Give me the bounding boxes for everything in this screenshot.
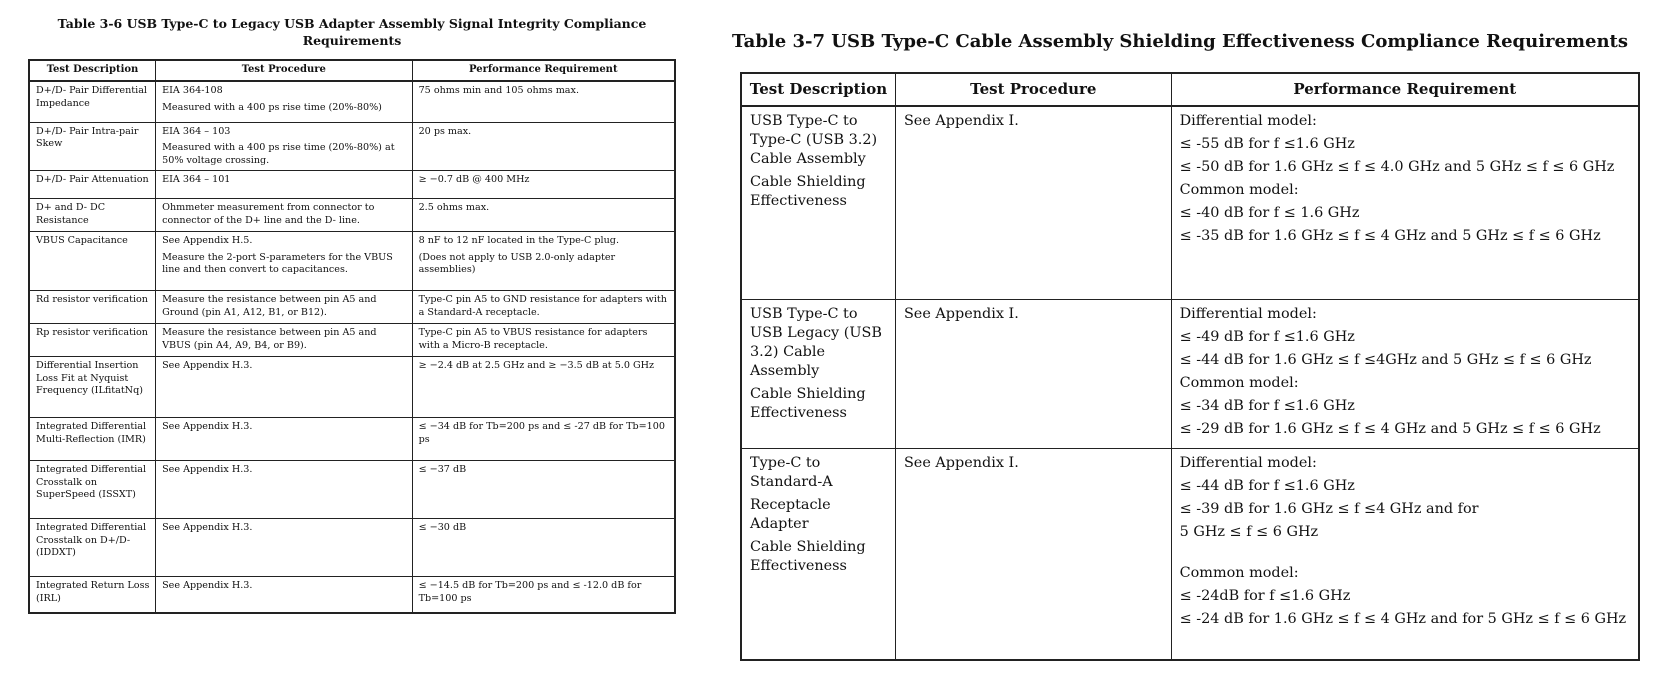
table-row	[29, 519, 675, 577]
cell-test-description: D+/D- Pair Differential Impedance	[29, 81, 156, 122]
requirement-line: 75 ohms min and 105 ohms max.	[418, 85, 579, 96]
description-line: Cable Shielding Effectiveness	[750, 538, 866, 574]
table-3-7-panel	[732, 0, 1640, 661]
cell-performance-requirement	[412, 291, 675, 324]
cell-test-procedure	[156, 577, 412, 613]
cell-test-description: Differential Insertion Loss Fit at Nyquist Frequency (ILfitatNq)	[29, 357, 156, 418]
table-row	[29, 81, 675, 122]
header-performance-requirement: Performance Requirement	[1171, 73, 1639, 106]
table-row	[741, 299, 1639, 448]
cell-performance-requirement	[412, 418, 675, 461]
cell-performance-requirement	[412, 357, 675, 418]
requirement-line: ≤ -44 dB for 1.6 GHz ≤ f ≤4GHz and 5 GHz ≤ f ≤ 6 GHz	[1179, 351, 1592, 368]
table-row	[29, 232, 675, 291]
table-row	[29, 324, 675, 357]
table-row	[29, 461, 675, 519]
description-line: Receptacle Adapter	[750, 496, 831, 532]
requirement-line: (Does not apply to USB 2.0-only adapter assemblies)	[418, 251, 616, 275]
requirement-line: ≤ -39 dB for 1.6 GHz ≤ f ≤4 GHz and for	[1179, 500, 1479, 517]
requirement-line: Type-C pin A5 to VBUS resistance for adapters with a Micro-B receptacle.	[418, 327, 648, 351]
cell-test-description	[741, 299, 895, 448]
requirement-line: Common model:	[1179, 374, 1299, 391]
cell-test-procedure	[156, 171, 412, 199]
requirement-line: ≤ −34 dB for Tb=200 ps and ≤ -27 dB for Tb=100 ps	[418, 421, 665, 445]
table-row	[29, 577, 675, 613]
table-row	[741, 448, 1639, 660]
cell-performance-requirement	[1171, 448, 1639, 660]
procedure-line: See Appendix H.3.	[162, 522, 253, 533]
cell-test-description: Rd resistor verification	[29, 291, 156, 324]
requirement-line: 5 GHz ≤ f ≤ 6 GHz	[1179, 523, 1319, 540]
table-row	[29, 199, 675, 232]
table-3-7-title: Table 3-7 USB Type-C Cable Assembly Shielding Effectiveness Compliance Requirements	[732, 31, 1629, 52]
header-test-procedure: Test Procedure	[156, 60, 412, 81]
cell-test-procedure: See Appendix I.	[895, 299, 1171, 448]
cell-performance-requirement	[412, 232, 675, 291]
requirement-line: Type-C pin A5 to GND resistance for adapters with a Standard-A receptacle.	[418, 294, 667, 318]
procedure-line: See Appendix H.3.	[162, 464, 253, 475]
procedure-line: Measure the resistance between pin A5 and VBUS (pin A4, A9, B4, or B9).	[162, 327, 377, 351]
description-line: Type-C to Standard-A	[750, 454, 833, 490]
procedure-line: EIA 364 – 103	[162, 125, 231, 137]
cell-test-description: D+/D- Pair Intra-pair Skew	[29, 122, 156, 171]
header-row	[29, 60, 675, 81]
table-row	[29, 291, 675, 324]
cell-test-description: D+ and D- DC Resistance	[29, 199, 156, 232]
requirement-line: ≤ -40 dB for f ≤ 1.6 GHz	[1179, 205, 1360, 221]
description-line: Cable Shielding Effectiveness	[750, 385, 866, 421]
cell-performance-requirement	[1171, 299, 1639, 448]
procedure-line: EIA 364 – 101	[162, 174, 231, 185]
cell-test-procedure: See Appendix I.	[895, 448, 1171, 660]
table-3-7-body	[741, 106, 1639, 660]
cell-performance-requirement	[412, 324, 675, 357]
table-row	[29, 122, 675, 171]
cell-test-description: Integrated Differential Crosstalk on D+/D- (IDDXT)	[29, 519, 156, 577]
cell-test-description: Rp resistor verification	[29, 324, 156, 357]
requirement-line: ≤ −14.5 dB for Tb=200 ps and ≤ -12.0 dB for Tb=100 ps	[418, 580, 642, 604]
cell-test-procedure: See Appendix I.	[895, 106, 1171, 299]
requirement-line: 2.5 ohms max.	[418, 202, 490, 213]
table-3-6-title: Table 3-6 USB Type-C to Legacy USB Adapter Assembly Signal Integrity Compliance Requirements	[57, 16, 647, 48]
procedure-line: Measured with a 400 ps rise time (20%-80%) at 50% voltage crossing.	[162, 142, 395, 166]
cell-test-description: Integrated Return Loss (IRL)	[29, 577, 156, 613]
procedure-line: See Appendix H.3.	[162, 580, 253, 591]
cell-test-procedure	[156, 291, 412, 324]
cell-test-description: Integrated Differential Multi-Reflection (IMR)	[29, 418, 156, 461]
cell-test-description: VBUS Capacitance	[29, 232, 156, 291]
requirement-line: ≤ -50 dB for 1.6 GHz ≤ f ≤ 4.0 GHz and 5 GHz ≤ f ≤ 6 GHz	[1179, 159, 1615, 175]
cell-performance-requirement	[412, 199, 675, 232]
requirement-line: Differential model:	[1179, 454, 1317, 471]
cell-test-procedure	[156, 519, 412, 577]
procedure-line: Measure the 2-port S-parameters for the VBUS line and then convert to capacitances.	[162, 251, 393, 275]
requirement-line: ≤ -55 dB for f ≤1.6 GHz	[1179, 136, 1355, 152]
procedure-line: Ohmmeter measurement from connector to connector of the D+ line and the D- line.	[162, 202, 375, 226]
requirement-line: ≤ -35 dB for 1.6 GHz ≤ f ≤ 4 GHz and 5 GHz ≤ f ≤ 6 GHz	[1179, 228, 1601, 244]
table-row	[29, 171, 675, 199]
cell-test-procedure	[156, 122, 412, 171]
requirement-line: ≤ -24dB for f ≤1.6 GHz	[1179, 587, 1351, 604]
requirement-line: Differential model:	[1179, 113, 1317, 129]
cell-test-description: Integrated Differential Crosstalk on SuperSpeed (ISSXT)	[29, 461, 156, 519]
requirement-line: 8 nF to 12 nF located in the Type-C plug.	[418, 235, 619, 246]
header-test-description: Test Description	[29, 60, 156, 81]
cell-test-description: D+/D- Pair Attenuation	[29, 171, 156, 199]
requirement-line: ≤ −37 dB	[418, 464, 467, 475]
table-row	[29, 357, 675, 418]
description-line: USB Type-C to USB Legacy (USB 3.2) Cable Assembly	[750, 305, 882, 379]
description-line: Cable Shielding Effectiveness	[750, 174, 866, 209]
header-test-description: Test Description	[741, 73, 895, 106]
header-performance-requirement: Performance Requirement	[412, 60, 675, 81]
requirement-line: ≤ −30 dB	[418, 522, 467, 533]
requirement-line: ≤ -44 dB for f ≤1.6 GHz	[1179, 477, 1355, 494]
header-test-procedure: Test Procedure	[895, 73, 1171, 106]
procedure-line: Measure the resistance between pin A5 and Ground (pin A1, A12, B1, or B12).	[162, 294, 377, 318]
description-line: USB Type-C to Type-C (USB 3.2) Cable Assembly	[750, 113, 878, 167]
cell-test-procedure	[156, 357, 412, 418]
cell-performance-requirement	[412, 171, 675, 199]
table-3-6-panel	[28, 0, 676, 614]
cell-performance-requirement	[1171, 106, 1639, 299]
requirement-line: ≤ -29 dB for 1.6 GHz ≤ f ≤ 4 GHz and 5 GHz ≤ f ≤ 6 GHz	[1179, 420, 1601, 437]
procedure-line: EIA 364-108	[162, 85, 223, 96]
requirement-line: Common model:	[1179, 564, 1299, 581]
table-3-6-body	[29, 81, 675, 613]
cell-test-procedure	[156, 418, 412, 461]
cell-test-description	[741, 106, 895, 299]
requirement-line: ≥ −2.4 dB at 2.5 GHz and ≥ −3.5 dB at 5.0 GHz	[418, 360, 655, 371]
requirement-line: Differential model:	[1179, 305, 1317, 322]
requirement-line: ≤ -34 dB for f ≤1.6 GHz	[1179, 397, 1355, 414]
cell-test-procedure	[156, 199, 412, 232]
cell-performance-requirement	[412, 461, 675, 519]
procedure-line: See Appendix H.5.	[162, 235, 253, 246]
requirement-line: ≥ −0.7 dB @ 400 MHz	[418, 174, 530, 185]
requirement-line: Common model:	[1179, 182, 1299, 198]
procedure-line: Measured with a 400 ps rise time (20%-80%)	[162, 101, 382, 113]
table-row	[741, 106, 1639, 299]
cell-test-description	[741, 448, 895, 660]
procedure-line: See Appendix H.3.	[162, 421, 253, 432]
table-row	[29, 418, 675, 461]
table-3-7	[740, 72, 1640, 661]
cell-test-procedure	[156, 81, 412, 122]
requirement-line: ≤ -49 dB for f ≤1.6 GHz	[1179, 328, 1355, 345]
table-3-6	[28, 59, 676, 614]
cell-test-procedure	[156, 232, 412, 291]
cell-performance-requirement	[412, 519, 675, 577]
cell-performance-requirement	[412, 122, 675, 171]
cell-test-procedure	[156, 324, 412, 357]
requirement-line: 20 ps max.	[418, 125, 472, 137]
cell-performance-requirement	[412, 577, 675, 613]
cell-performance-requirement	[412, 81, 675, 122]
cell-test-procedure	[156, 461, 412, 519]
header-row	[741, 73, 1639, 106]
requirement-line: ≤ -24 dB for 1.6 GHz ≤ f ≤ 4 GHz and for 5 GHz ≤ f ≤ 6 GHz	[1179, 610, 1627, 627]
procedure-line: See Appendix H.3.	[162, 360, 253, 371]
